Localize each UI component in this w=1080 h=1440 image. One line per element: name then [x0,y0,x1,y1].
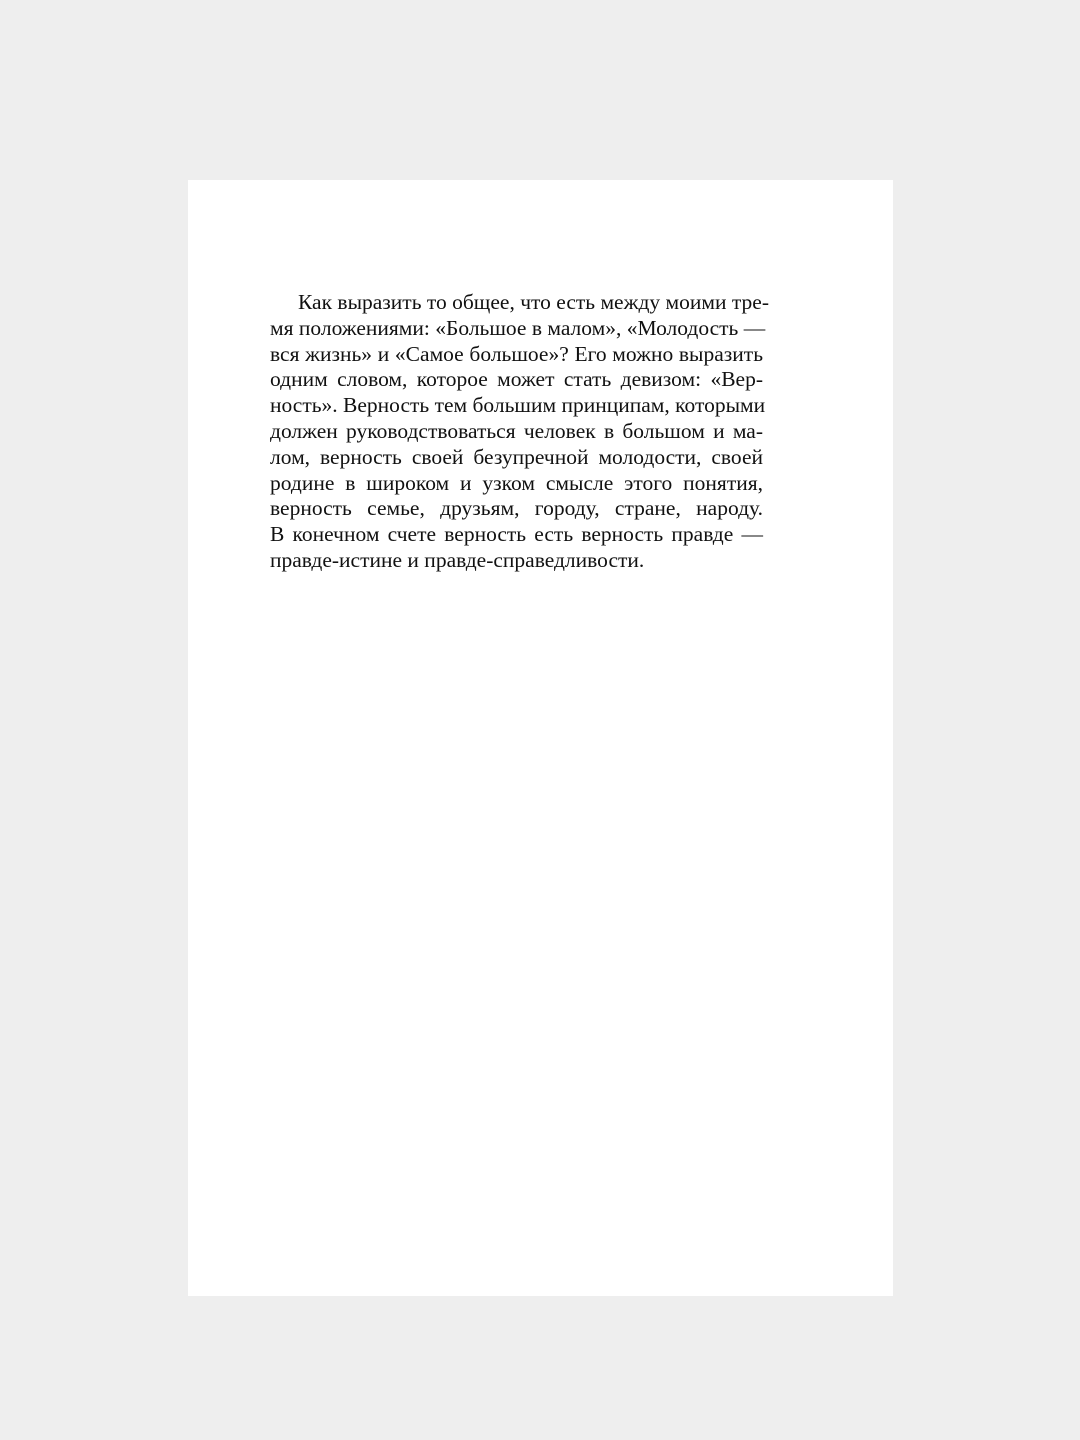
paragraph-line: В конечном счете верность есть верность правде — [270,522,763,547]
paragraph-line: мя положениями: «Большое в малом», «Молодость — [270,315,766,340]
paragraph-line: должен руководствоваться человек в большом и ма- [270,418,763,443]
paragraph-line: Как выразить то общее, что есть между моими тре- [298,290,769,314]
paragraph [270,290,769,574]
paragraph-line: верность семье, друзьям, городу, стране, народу. [270,496,763,521]
paragraph-line: вся жизнь» и «Самое большое»? Его можно выразить [270,341,763,366]
paragraph-line: родине в широком и узком смысле этого понятия, [270,470,763,495]
paragraph-line: правде-истине и правде-справедливости. [270,547,645,572]
book-page [188,180,893,1296]
paragraph-line: лом, верность своей безупречной молодости, своей [270,444,763,469]
paragraph-line: ность». Верность тем большим принципам, которыми [270,393,766,418]
paragraph-line: одним словом, которое может стать девизом: «Вер- [270,367,763,392]
